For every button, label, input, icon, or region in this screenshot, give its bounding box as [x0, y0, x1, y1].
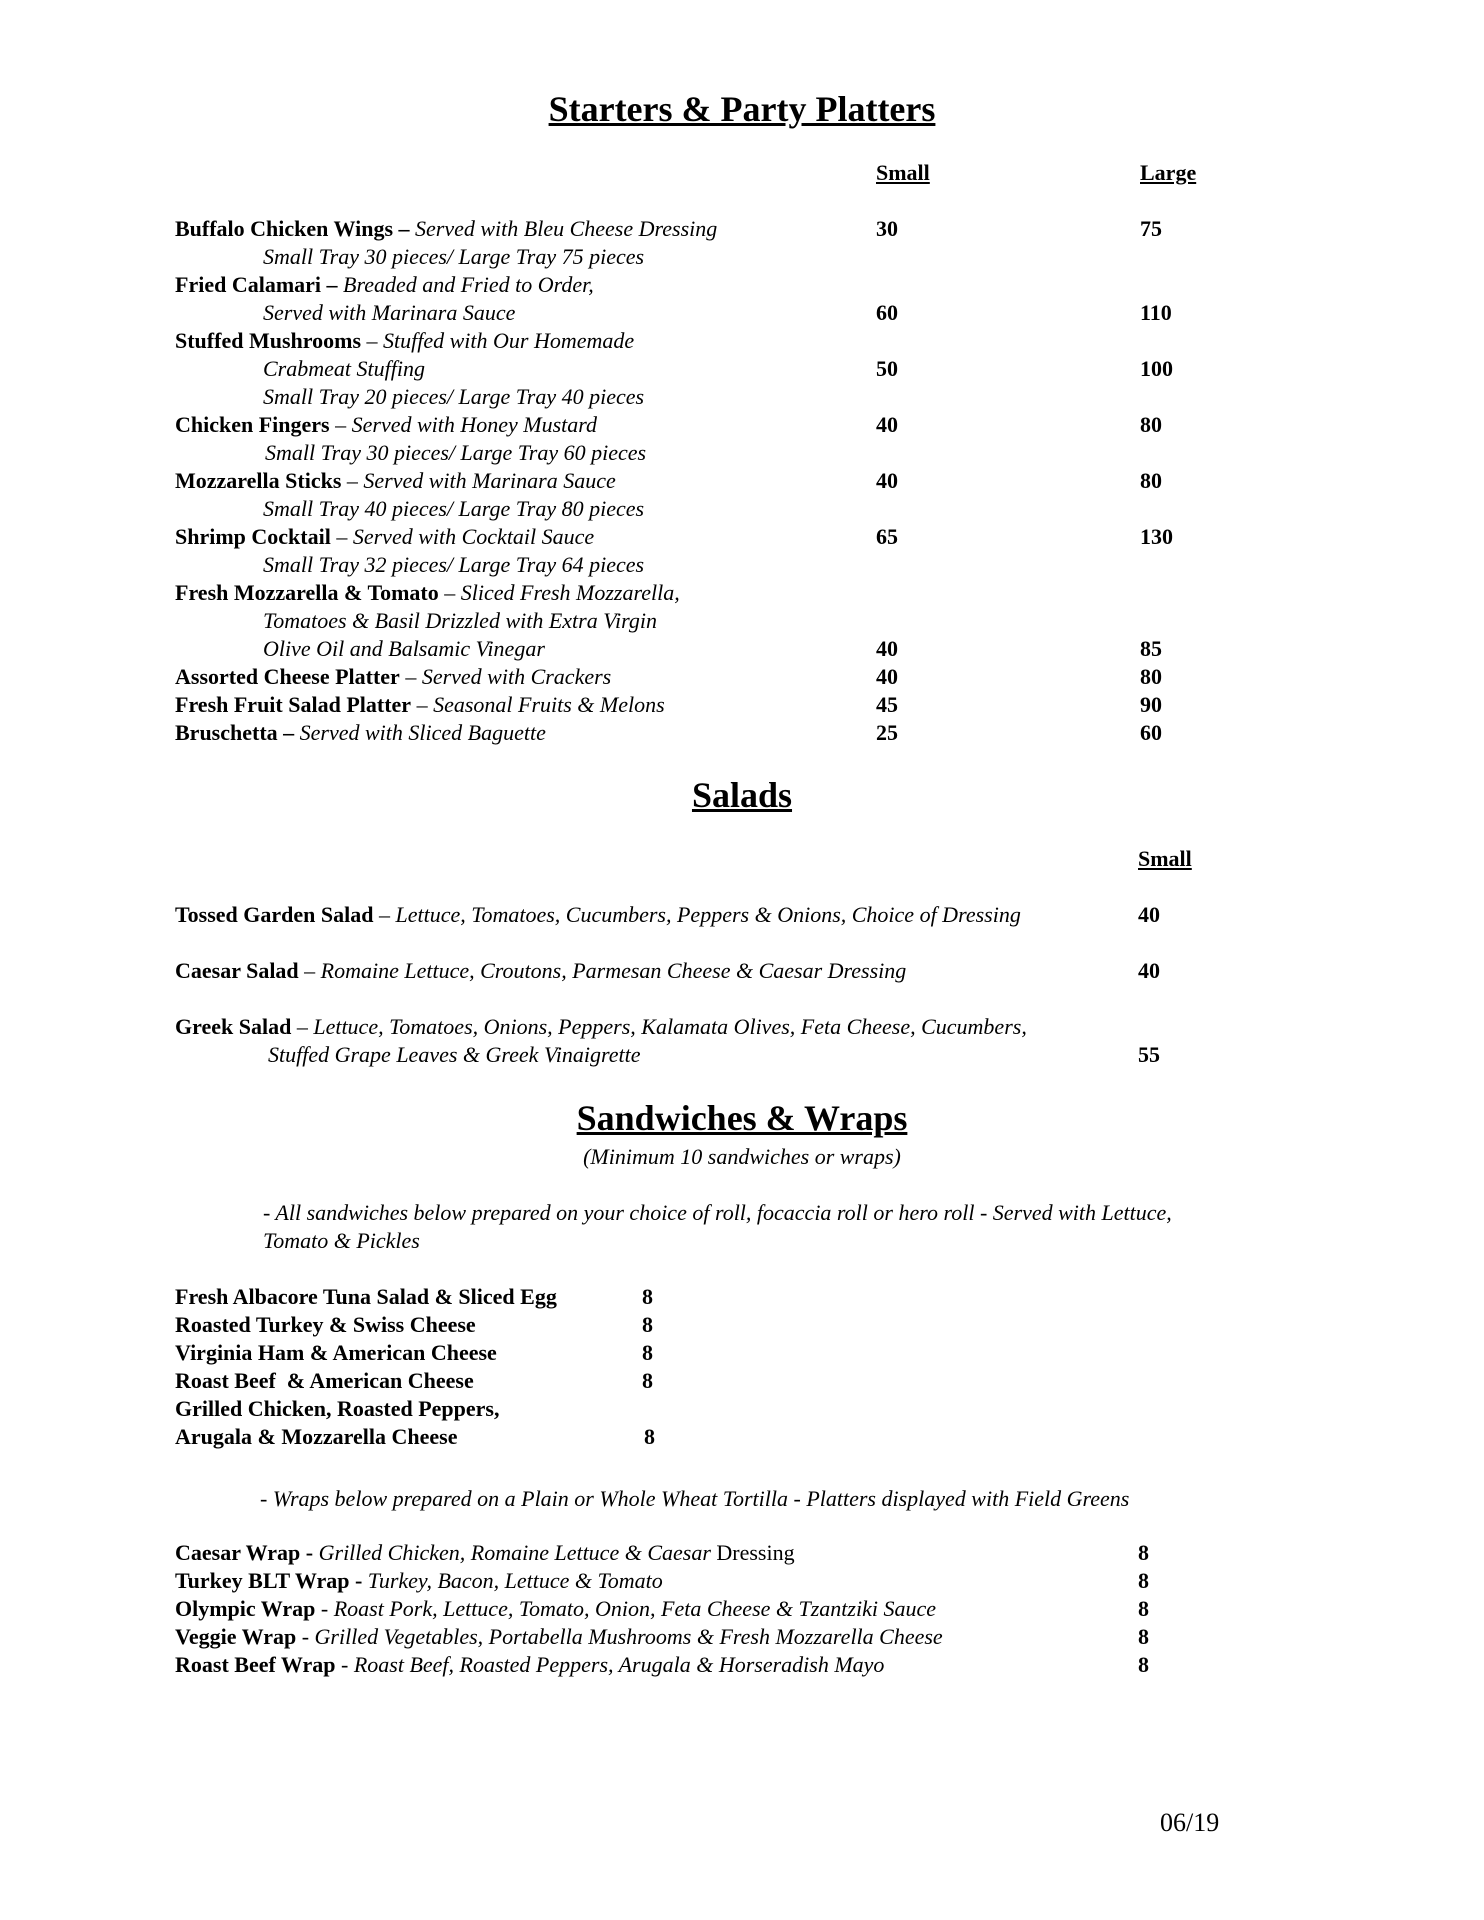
starters-col-large: Large	[1140, 160, 1197, 185]
sandwich-price: 8	[644, 1424, 655, 1449]
wrap-name: Caesar Wrap -	[175, 1540, 314, 1565]
wrap-desc: - Roast Pork, Lettuce, Tomato, Onion, Feta Cheese & Tzantziki Sauce	[315, 1596, 936, 1621]
price-large: 80	[1140, 412, 1162, 437]
starters-title: Starters & Party Platters	[548, 89, 936, 129]
item-name: Shrimp Cocktail	[175, 524, 331, 549]
menu-item	[175, 958, 906, 984]
footer-date: 06/19	[1160, 1808, 1220, 1837]
item-sub: Tomatoes & Basil Drizzled with Extra Virgin	[263, 608, 657, 633]
menu-item	[175, 692, 665, 718]
price-small: 40	[876, 664, 898, 689]
item-name: Bruschetta –	[175, 720, 295, 745]
menu-item	[175, 272, 594, 298]
menu-item	[175, 216, 717, 242]
item-sub: Stuffed Grape Leaves & Greek Vinaigrette	[268, 1042, 641, 1067]
sandwiches-title: Sandwiches & Wraps	[576, 1098, 908, 1138]
price-large: 75	[1140, 216, 1162, 241]
item-name: Chicken Fingers	[175, 412, 330, 437]
wrap-name: Turkey BLT Wrap -	[175, 1568, 363, 1593]
price-small: 60	[876, 300, 898, 325]
wrap-price: 8	[1138, 1596, 1149, 1621]
wrap-price: 8	[1138, 1652, 1149, 1677]
item-name: Caesar Salad	[175, 958, 299, 983]
menu-item	[175, 902, 1021, 928]
sandwich-name-cont: Arugala & Mozzarella Cheese	[175, 1424, 458, 1449]
menu-item	[175, 412, 597, 438]
menu-item	[175, 664, 611, 690]
wrap-desc: Turkey, Bacon, Lettuce & Tomato	[362, 1568, 663, 1593]
item-name: Greek Salad	[175, 1014, 292, 1039]
price-small: 25	[876, 720, 898, 745]
sandwich-note-cont: Tomato & Pickles	[263, 1228, 420, 1253]
menu-item	[175, 1014, 1027, 1040]
price-small: 40	[876, 412, 898, 437]
menu-item	[175, 468, 616, 494]
item-sub: Served with Marinara Sauce	[263, 300, 516, 325]
price-large: 110	[1140, 300, 1172, 325]
sandwich-price: 8	[642, 1368, 653, 1393]
wrap-item	[175, 1540, 795, 1566]
sandwich-name: Virginia Ham & American Cheese	[175, 1340, 497, 1365]
wrap-item	[175, 1624, 943, 1650]
item-sub: Small Tray 30 pieces/ Large Tray 60 pieces	[265, 440, 647, 465]
price-small: 40	[1138, 958, 1160, 983]
item-name: Mozzarella Sticks	[175, 468, 342, 493]
price-large: 100	[1140, 356, 1173, 381]
salads-col-small: Small	[1138, 846, 1192, 871]
price-large: 80	[1140, 468, 1162, 493]
price-small: 40	[876, 636, 898, 661]
price-large: 85	[1140, 636, 1162, 661]
price-small: 50	[876, 356, 898, 381]
price-large: 90	[1140, 692, 1162, 717]
item-name: Fresh Mozzarella & Tomato	[175, 580, 439, 605]
price-small: 45	[876, 692, 898, 717]
wrap-desc: - Roast Beef, Roasted Peppers, Arugala & Horseradish Mayo	[335, 1652, 885, 1677]
price-small: 65	[876, 524, 898, 549]
item-desc: – Seasonal Fruits & Melons	[411, 692, 665, 717]
sandwich-name: Fresh Albacore Tuna Salad & Sliced Egg	[175, 1284, 557, 1309]
item-desc: – Romaine Lettuce, Croutons, Parmesan Cheese & Caesar Dressing	[298, 958, 907, 983]
wrap-desc: Grilled Chicken, Romaine Lettuce & Caesar	[313, 1540, 711, 1565]
item-desc: – Served with Honey Mustard	[329, 412, 598, 437]
menu-item	[175, 524, 594, 550]
price-small: 40	[876, 468, 898, 493]
starters-col-small: Small	[876, 160, 930, 185]
price-large: 130	[1140, 524, 1173, 549]
item-desc: – Sliced Fresh Mozzarella,	[438, 580, 680, 605]
item-sub: Crabmeat Stuffing	[263, 356, 425, 381]
wrap-note: - Wraps below prepared on a Plain or Whole Wheat Tortilla - Platters displayed with Field Greens	[260, 1486, 1130, 1511]
sandwich-price: 8	[642, 1284, 653, 1309]
sandwich-price: 8	[642, 1312, 653, 1337]
item-name: Assorted Cheese Platter	[175, 664, 400, 689]
menu-item	[175, 720, 546, 746]
item-sub: Small Tray 30 pieces/ Large Tray 75 pieces	[263, 244, 645, 269]
menu-item	[175, 580, 680, 606]
price-large: 60	[1140, 720, 1162, 745]
wrap-desc: - Grilled Vegetables, Portabella Mushrooms & Fresh Mozzarella Cheese	[296, 1624, 943, 1649]
item-sub: Small Tray 32 pieces/ Large Tray 64 pieces	[263, 552, 645, 577]
sandwich-note: - All sandwiches below prepared on your choice of roll, focaccia roll or hero roll - Served with Lettuce,	[263, 1200, 1172, 1225]
price-small: 55	[1138, 1042, 1160, 1067]
item-sub: Small Tray 20 pieces/ Large Tray 40 pieces	[263, 384, 645, 409]
wrap-item	[175, 1596, 936, 1622]
item-desc: Served with Bleu Cheese Dressing	[409, 216, 718, 241]
item-name: Tossed Garden Salad	[175, 902, 374, 927]
item-sub: Small Tray 40 pieces/ Large Tray 80 pieces	[263, 496, 645, 521]
sandwich-name: Roast Beef & American Cheese	[175, 1368, 474, 1393]
wrap-item	[175, 1568, 663, 1594]
item-desc: – Served with Marinara Sauce	[341, 468, 616, 493]
minimum-note: (Minimum 10 sandwiches or wraps)	[583, 1144, 901, 1169]
item-sub: Olive Oil and Balsamic Vinegar	[263, 636, 545, 661]
item-desc: Breaded and Fried to Order,	[337, 272, 594, 297]
item-desc: – Lettuce, Tomatoes, Cucumbers, Peppers & Onions, Choice of Dressing	[373, 902, 1021, 927]
wrap-item	[175, 1652, 884, 1678]
wrap-price: 8	[1138, 1568, 1149, 1593]
item-desc: – Served with Crackers	[399, 664, 612, 689]
price-small: 30	[876, 216, 898, 241]
item-name: Fried Calamari –	[175, 272, 338, 297]
price-large: 80	[1140, 664, 1162, 689]
item-desc: – Stuffed with Our Homemade	[361, 328, 635, 353]
item-desc: Served with Sliced Baguette	[294, 720, 546, 745]
sandwich-name: Grilled Chicken, Roasted Peppers,	[175, 1396, 500, 1421]
menu-item	[175, 328, 634, 354]
item-desc: – Lettuce, Tomatoes, Onions, Peppers, Kalamata Olives, Feta Cheese, Cucumbers,	[291, 1014, 1027, 1039]
salads-title: Salads	[691, 775, 793, 815]
wrap-price: 8	[1138, 1540, 1149, 1565]
item-name: Buffalo Chicken Wings –	[175, 216, 410, 241]
wrap-name: Olympic Wrap	[175, 1596, 316, 1621]
item-name: Fresh Fruit Salad Platter	[175, 692, 412, 717]
wrap-price: 8	[1138, 1624, 1149, 1649]
item-desc: – Served with Cocktail Sauce	[330, 524, 595, 549]
wrap-name: Veggie Wrap	[175, 1624, 297, 1649]
sandwich-price: 8	[642, 1340, 653, 1365]
price-small: 40	[1138, 902, 1160, 927]
sandwich-name: Roasted Turkey & Swiss Cheese	[175, 1312, 476, 1337]
item-name: Stuffed Mushrooms	[175, 328, 362, 353]
wrap-desc-tail: Dressing	[710, 1540, 795, 1565]
wrap-name: Roast Beef Wrap	[175, 1652, 336, 1677]
